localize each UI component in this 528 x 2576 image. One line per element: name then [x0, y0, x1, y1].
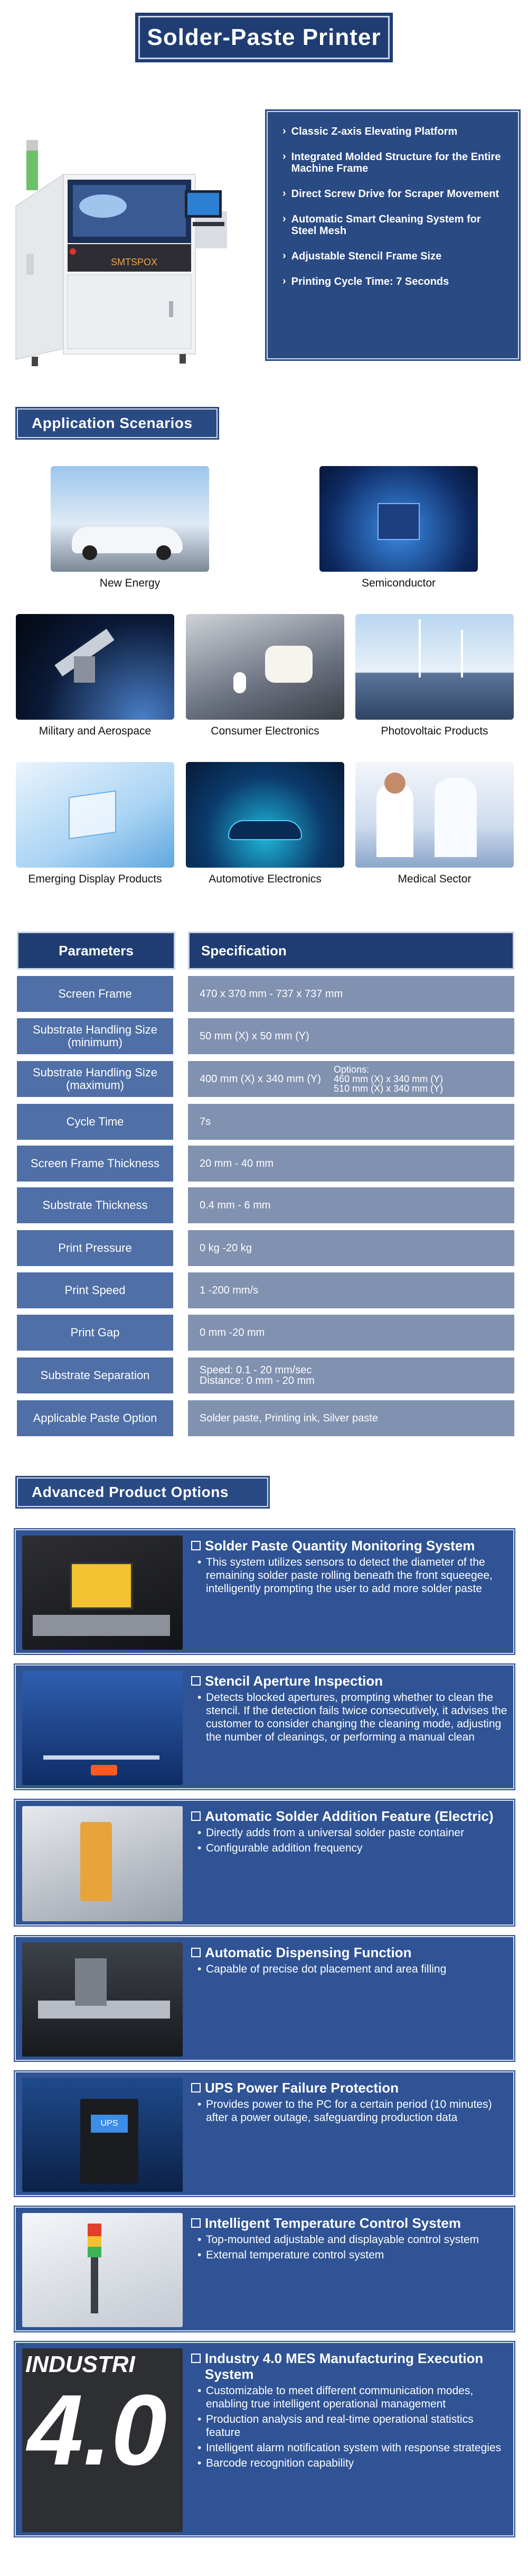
application-card	[16, 762, 174, 886]
parameter-name: Print Gap	[17, 1315, 173, 1351]
option-body	[191, 2215, 510, 2262]
option-body	[191, 1673, 510, 1744]
option-title	[191, 1808, 510, 1824]
parameter-value	[188, 1315, 514, 1351]
option-bullet: • This system utilizes sensors to detect the diameter of the remaining solder paste rolling beneath the front squeegee, intelligently prompting the user to add more solder paste	[191, 1556, 510, 1595]
option-title	[191, 2080, 510, 2096]
chevron-icon: ›	[282, 188, 286, 199]
parameter-value	[188, 1357, 514, 1393]
parameter-name: Cycle Time	[17, 1104, 173, 1140]
option-bullet: • Barcode recognition capability	[191, 2457, 510, 2470]
application-label: Medical Sector	[398, 873, 472, 885]
option-body	[191, 1945, 510, 1976]
checkbox-icon	[191, 1948, 201, 1957]
application-card	[16, 614, 174, 738]
option-bullet: • External temperature control system	[191, 2248, 510, 2262]
parameter-value-text: 470 x 370 mm - 737 x 737 mm	[200, 988, 343, 1000]
option-bullet: • Customizable to meet different communication modes, enabling true intelligent operational management	[191, 2384, 510, 2411]
parameter-value-text: Solder paste, Printing ink, Silver paste	[200, 1412, 378, 1424]
parameter-options: Options: 460 mm (X) x 340 mm (Y) 510 mm (X) x 340 mm (Y)	[334, 1064, 444, 1094]
checkbox-icon	[191, 2083, 201, 2093]
parameter-name: Applicable Paste Option	[17, 1400, 173, 1436]
option-body	[191, 1808, 510, 1855]
application-label: Automotive Electronics	[209, 873, 322, 885]
parameter-value	[188, 1400, 514, 1436]
parameter-name: Print Pressure	[17, 1230, 173, 1266]
parameter-value-text: 20 mm - 40 mm	[200, 1158, 274, 1169]
option-bullet: • Intelligent alarm notification system with response strategies	[191, 2441, 510, 2454]
parameter-name: Substrate Separation	[17, 1357, 173, 1393]
application-label: New Energy	[99, 577, 161, 589]
aerospace-image	[16, 614, 174, 720]
feature-text: Adjustable Stencil Frame Size	[291, 250, 442, 262]
option-bullet: • Provides power to the PC for a certain period (10 minutes) after a power outage, safeguarding production data	[191, 2098, 510, 2124]
option-card	[15, 1800, 514, 1926]
feature-text: Automatic Smart Cleaning System for Steel Mesh	[291, 213, 481, 237]
feature-text: Classic Z-axis Elevating Platform	[291, 126, 458, 137]
option-card	[15, 1936, 514, 2061]
option-bullet: • Top-mounted adjustable and displayable control system	[191, 2233, 510, 2246]
chevron-icon: ›	[282, 250, 286, 262]
application-label: Emerging Display Products	[28, 873, 162, 885]
option-title-text: Solder Paste Quantity Monitoring System	[205, 1538, 475, 1554]
parameter-name: Substrate Handling Size (maximum)	[17, 1061, 173, 1097]
parameter-value	[188, 1187, 514, 1223]
option-image	[22, 1671, 183, 1785]
option-bullet: • Capable of precise dot placement and area filling	[191, 1963, 510, 1976]
industry-big-text: 4.0	[27, 2374, 167, 2486]
checkbox-icon	[191, 2354, 201, 2363]
feature-item	[282, 250, 508, 262]
parameter-name: Substrate Handling Size (minimum)	[17, 1018, 173, 1054]
option-card	[15, 2342, 514, 2536]
features-panel	[267, 111, 519, 359]
feature-item	[282, 213, 508, 237]
consumer-electronics-image	[186, 614, 344, 720]
option-image	[22, 2348, 183, 2532]
feature-text: Integrated Molded Structure for the Entire Machine Frame	[291, 151, 501, 174]
parameter-value	[188, 1272, 514, 1308]
option-title-text: Automatic Dispensing Function	[205, 1945, 412, 1960]
application-label: Semiconductor	[361, 577, 436, 589]
option-title-text: Stencil Aperture Inspection	[205, 1673, 383, 1689]
feature-item	[282, 276, 508, 287]
feature-text: Direct Screw Drive for Scraper Movement	[291, 188, 499, 200]
option-title-text: Industry 4.0 MES Manufacturing Execution System	[205, 2350, 484, 2382]
automotive-image	[186, 762, 344, 868]
application-label: Consumer Electronics	[211, 725, 319, 737]
parameter-name: Screen Frame Thickness	[17, 1146, 173, 1182]
parameter-value-text: 0.4 mm - 6 mm	[200, 1199, 271, 1211]
option-body	[191, 2080, 510, 2124]
parameter-value	[188, 1061, 514, 1097]
application-card	[186, 614, 344, 738]
photovoltaic-image	[355, 614, 514, 720]
option-image	[22, 2078, 183, 2192]
option-title-text: Intelligent Temperature Control System	[205, 2215, 461, 2231]
parameter-value-text: 0 kg -20 kg	[200, 1242, 252, 1254]
option-bullet: • Detects blocked apertures, prompting whether to clean the stencil. If the detection fails twice consecutively, it advises the customer to consider changing the cleaning mode, adjusting the number of cleanings, or performing a manual clean	[191, 1691, 510, 1744]
applications-heading: Application Scenarios	[17, 408, 218, 438]
page-title: Solder-Paste Printer	[147, 24, 381, 50]
options-heading: Advanced Product Options	[17, 1477, 268, 1507]
feature-item	[282, 188, 508, 200]
parameter-name: Screen Frame	[17, 976, 173, 1012]
parameter-value	[188, 976, 514, 1012]
application-card	[319, 466, 478, 590]
medical-image	[355, 762, 514, 868]
parameter-name: Print Speed	[17, 1272, 173, 1308]
application-label: Photovoltaic Products	[381, 725, 488, 737]
chevron-icon: ›	[282, 125, 286, 137]
option-title	[191, 1673, 510, 1689]
checkbox-icon	[191, 2218, 201, 2228]
parameter-value	[188, 1146, 514, 1182]
semiconductor-image	[319, 466, 478, 572]
application-card	[355, 614, 514, 738]
option-image	[22, 1806, 183, 1921]
option-bullet: • Directly adds from a universal solder paste container	[191, 1826, 510, 1839]
feature-item	[282, 126, 508, 137]
parameter-value-text: 50 mm (X) x 50 mm (Y)	[200, 1030, 309, 1042]
option-title	[191, 2350, 510, 2382]
option-title-text: UPS Power Failure Protection	[205, 2080, 399, 2096]
option-title	[191, 2215, 510, 2231]
chevron-icon: ›	[282, 151, 286, 162]
feature-text: Printing Cycle Time: 7 Seconds	[291, 276, 449, 287]
application-card	[51, 466, 209, 590]
option-card	[15, 1529, 514, 1654]
parameter-value	[188, 1230, 514, 1266]
checkbox-icon	[191, 1676, 201, 1686]
chevron-icon: ›	[282, 213, 286, 225]
parameter-value-text: 400 mm (X) x 340 mm (Y)	[200, 1073, 322, 1085]
application-card	[186, 762, 344, 886]
option-title	[191, 1945, 510, 1960]
application-card	[355, 762, 514, 886]
title-banner	[138, 16, 390, 59]
specification-head: Specification	[188, 932, 514, 970]
industry-text: INDUSTRI	[25, 2351, 135, 2377]
checkbox-icon	[191, 1541, 201, 1550]
new-energy-image	[51, 466, 209, 572]
option-bullet: • Configurable addition frequency	[191, 1842, 510, 1855]
parameters-head: Parameters	[17, 932, 175, 970]
machine-illustration	[11, 127, 232, 375]
hero-section	[0, 79, 528, 375]
machine-logo: SMTSPOX	[111, 257, 158, 267]
option-card	[15, 2207, 514, 2331]
option-card	[15, 1664, 514, 1789]
parameter-value	[188, 1018, 514, 1054]
parameter-name: Substrate Thickness	[17, 1187, 173, 1223]
option-image	[22, 1942, 183, 2057]
feature-item	[282, 151, 508, 174]
chevron-icon: ›	[282, 275, 286, 287]
display-image	[16, 762, 174, 868]
option-title	[191, 1538, 510, 1554]
option-image	[22, 2213, 183, 2327]
parameter-value-text: 1 -200 mm/s	[200, 1285, 259, 1296]
option-title-text: Automatic Solder Addition Feature (Electric)	[205, 1808, 494, 1824]
parameter-value-text: Speed: 0.1 - 20 mm/sec Distance: 0 mm - 20 mm	[200, 1364, 315, 1387]
option-body	[191, 2350, 510, 2470]
ups-display: UPS	[91, 2115, 128, 2133]
option-image	[22, 1536, 183, 1650]
option-bullet: • Production analysis and real-time operational statistics feature	[191, 2413, 510, 2439]
parameter-value-text: 7s	[200, 1116, 211, 1128]
parameter-value	[188, 1104, 514, 1140]
option-card	[15, 2071, 514, 2196]
parameter-value-text: 0 mm -20 mm	[200, 1327, 265, 1338]
application-label: Military and Aerospace	[39, 725, 152, 737]
option-body	[191, 1538, 510, 1595]
checkbox-icon	[191, 1811, 201, 1821]
